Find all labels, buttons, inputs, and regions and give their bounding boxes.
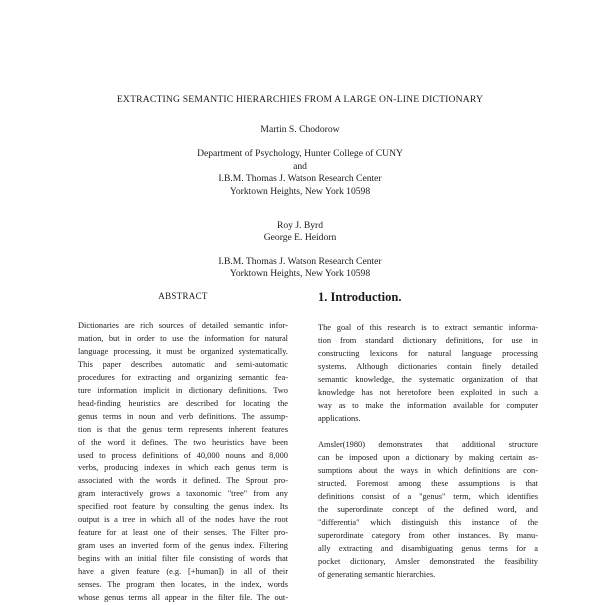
text-line: systems. Although dictionaries contain finely detailed [318, 361, 538, 371]
author-block-2 [0, 220, 600, 281]
text-line: whose genus terms all appear in the filter file. The out- [78, 593, 288, 603]
abstract-body [78, 320, 288, 605]
text-line: Dictionaries are rich sources of detailed semantic infor- [78, 321, 288, 330]
text-line: verbs, producing indexes in which each genus term is [78, 463, 288, 473]
author-name: Roy J. Byrd [276, 220, 324, 231]
paper-title: EXTRACTING SEMANTIC HIERARCHIES FROM A LARGE ON-LINE DICTIONARY [116, 94, 484, 105]
intro-paragraph-1 [318, 322, 538, 426]
affiliation-line: I.B.M. Thomas J. Watson Research Center [218, 173, 382, 185]
text-line: applications. [318, 413, 361, 423]
text-line: feature for at least one of their senses. The Filter pro- [78, 528, 288, 538]
text-line: language processing, it must be organized systematically. [78, 346, 288, 356]
text-line: way as to make the information available for computer [318, 400, 538, 410]
affiliation-line: Yorktown Heights, New York 10598 [229, 268, 371, 280]
text-line: This paper describes automatic and semi-automatic [78, 359, 288, 369]
text-line: sumptions about the ways in which definitions are con- [318, 465, 538, 475]
text-line: constructing lexicons for natural language processing [318, 348, 538, 358]
text-line: the superordinate concept of the defined word, and [318, 504, 538, 514]
text-line: associated with the words it defined. The Sprout pro- [78, 476, 288, 486]
text-line: Amsler(1980) demonstrates that additional structure [318, 440, 538, 449]
abstract-heading: ABSTRACT [158, 291, 208, 301]
text-line: tion from standard dictionary definitions, for use in [318, 335, 538, 345]
text-line: pocket dictionary, Amsler demonstrated the feasibility [318, 556, 538, 566]
text-line: semantic knowledge, the systematic organization of that [318, 374, 538, 384]
text-line: tion is that the genus term represents inherent features [78, 424, 288, 434]
text-line: of the word it defines. The two heuristics have been [78, 437, 288, 447]
text-line: The goal of this research is to extract semantic informa- [318, 323, 538, 332]
text-line: ture information implicit in dictionary definitions. Two [78, 385, 288, 395]
text-line: "differentia" which distinguish this instance of the [318, 517, 538, 527]
text-line: ally extracting and disambiguating genus terms for a [318, 543, 538, 553]
text-line: used to process definitions of 40,000 nouns and 8,000 [78, 450, 288, 460]
text-line: mation, but in order to use the information for natural [78, 333, 288, 343]
affiliation-line: Yorktown Heights, New York 10598 [229, 185, 371, 197]
text-line: gram interactively grows a taxonomic "tree" from any [78, 489, 288, 499]
text-line: senses. The program then locates, in the index, words [78, 580, 288, 590]
intro-paragraph-2 [318, 439, 538, 581]
text-line: begins with an initial filter file consisting of words that [78, 554, 288, 564]
affiliation-line: Department of Psychology, Hunter College of CUNY [197, 148, 403, 160]
text-line: of generating semantic hierarchies. [318, 569, 436, 579]
text-line: gram uses an inverted form of the genus index. Filtering [78, 541, 288, 551]
text-line: can be imposed upon a dictionary by making certain as- [318, 452, 538, 462]
author-name: Martin S. Chodorow [260, 124, 340, 135]
text-line: knowledge has not heretofore been exploited in such a [318, 387, 538, 397]
text-line: output is a tree in which all of the nodes have the root [78, 515, 288, 525]
text-line: genus terms in noun and verb definitions. The assump- [78, 411, 288, 421]
affiliation-line: and [293, 160, 307, 172]
affiliation-line: I.B.M. Thomas J. Watson Research Center [218, 255, 382, 267]
text-line: structed. Foremost among these assumptions is that [318, 478, 538, 488]
text-line: superordinate category from other instances. By manu- [318, 530, 538, 540]
text-line: procedures for extracting and organizing semantic fea- [78, 372, 288, 382]
text-line: have a given feature (e.g. [+human]) in all of their [78, 567, 288, 577]
author-name: George E. Heidorn [263, 232, 337, 244]
text-line: definitions consist of a "genus" term, which identifies [318, 491, 538, 501]
section-heading: 1. Introduction. [318, 290, 402, 304]
text-line: specified root feature by consulting the genus index. Its [78, 502, 288, 512]
text-line: head-finding heuristics are described for locating the [78, 398, 288, 408]
author-block-1 [0, 124, 600, 198]
